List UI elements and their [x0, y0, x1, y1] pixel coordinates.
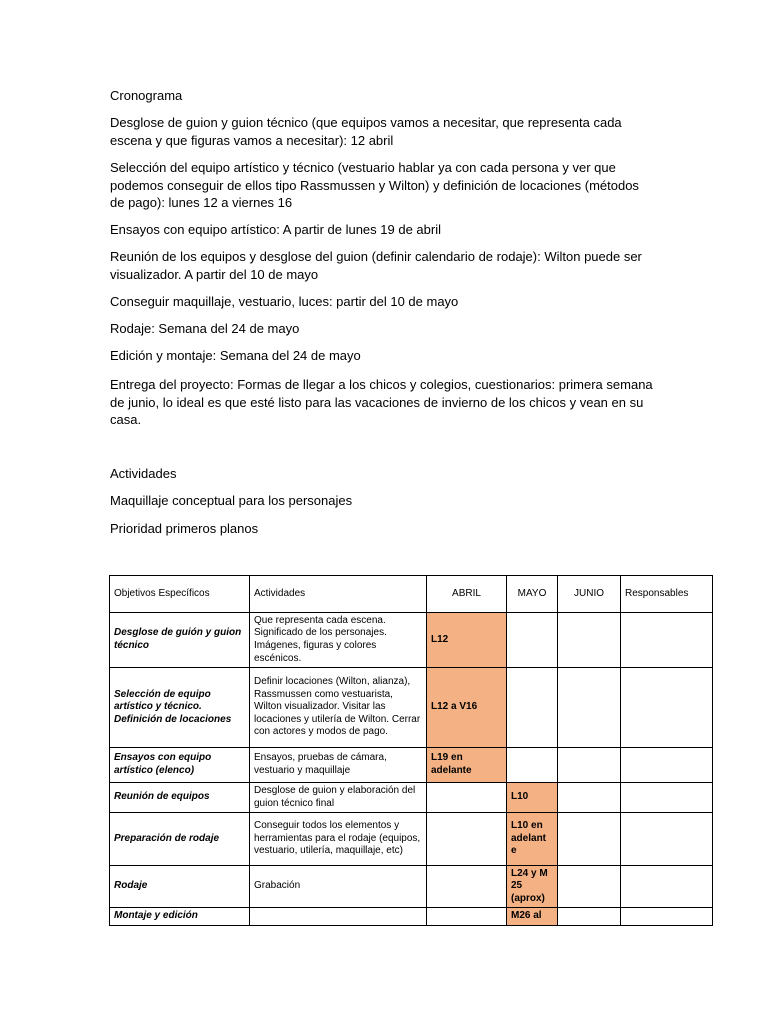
- mayo-cell: L10 en adelant e: [507, 813, 558, 866]
- responsables-cell: [621, 813, 713, 866]
- objetivo-cell: Selección de equipo artístico y técnico. Definición de locaciones: [110, 668, 250, 748]
- junio-cell: [558, 908, 621, 926]
- schedule-item: Entrega del proyecto: Formas de llegar a los chicos y colegios, cuestionarios: primera semana de junio, lo ideal es que esté listo para las vacaciones de invierno de los chicos y vean en su casa.: [110, 377, 653, 427]
- responsables-cell: [621, 783, 713, 813]
- table-row: [110, 813, 713, 866]
- responsables-cell: [621, 668, 713, 748]
- junio-cell: [558, 748, 621, 783]
- schedule-item: Ensayos con equipo artístico: A partir de lunes 19 de abril: [110, 222, 441, 237]
- header-objetivos: Objetivos Específicos: [110, 576, 250, 613]
- actividades-cell: Definir locaciones (Wilton, alianza), Rassmussen como vestuarista, Wilton visualizador. Visitar las locaciones y utilería de Wilton. Cerrar con actores y modos de pago.: [250, 668, 427, 748]
- responsables-cell: [621, 748, 713, 783]
- mayo-cell: [507, 613, 558, 668]
- schedule-table: [109, 575, 713, 926]
- junio-cell: [558, 668, 621, 748]
- activity-item: Prioridad primeros planos: [110, 521, 259, 536]
- abril-cell: [427, 866, 507, 908]
- header-junio: JUNIO: [558, 576, 621, 613]
- table-row: [110, 908, 713, 926]
- actividades-cell: Ensayos, pruebas de cámara, vestuario y maquillaje: [250, 748, 427, 783]
- responsables-cell: [621, 866, 713, 908]
- activities-heading: Actividades: [110, 466, 177, 481]
- table-row: [110, 783, 713, 813]
- mayo-cell: [507, 748, 558, 783]
- actividades-cell: Conseguir todos los elementos y herramientas para el rodaje (equipos, vestuario, utilería, maquillaje, etc): [250, 813, 427, 866]
- schedule-item: Desglose de guion y guion técnico (que equipos vamos a necesitar, que representa cada escena y que figuras vamos a necesitar): 12 abril: [110, 115, 622, 148]
- table-row: [110, 748, 713, 783]
- table-row: [110, 613, 713, 668]
- junio-cell: [558, 866, 621, 908]
- schedule-item: Reunión de los equipos y desglose del guion (definir calendario de rodaje): Wilton puede ser visualizador. A partir del 10 de mayo: [110, 249, 642, 282]
- header-responsables: Responsables: [621, 576, 713, 613]
- abril-cell: L12: [427, 613, 507, 668]
- schedule-item: Rodaje: Semana del 24 de mayo: [110, 321, 300, 336]
- actividades-cell: Grabación: [250, 866, 427, 908]
- junio-cell: [558, 813, 621, 866]
- table-row: [110, 668, 713, 748]
- junio-cell: [558, 613, 621, 668]
- header-abril: ABRIL: [427, 576, 507, 613]
- junio-cell: [558, 783, 621, 813]
- abril-cell: L19 en adelante: [427, 748, 507, 783]
- abril-cell: [427, 908, 507, 926]
- objetivo-cell: Montaje y edición: [110, 908, 250, 926]
- objetivo-cell: Ensayos con equipo artístico (elenco): [110, 748, 250, 783]
- page-title: Cronograma: [110, 88, 183, 103]
- objetivo-cell: Desglose de guión y guion técnico: [110, 613, 250, 668]
- responsables-cell: [621, 613, 713, 668]
- actividades-cell: [250, 908, 427, 926]
- objetivo-cell: Preparación de rodaje: [110, 813, 250, 866]
- table-header-row: [110, 576, 713, 613]
- objetivo-cell: Rodaje: [110, 866, 250, 908]
- schedule-item: Edición y montaje: Semana del 24 de mayo: [110, 348, 361, 363]
- actividades-cell: Desglose de guion y elaboración del guion técnico final: [250, 783, 427, 813]
- mayo-cell: L24 y M 25 (aprox): [507, 866, 558, 908]
- objetivo-cell: Reunión de equipos: [110, 783, 250, 813]
- mayo-cell: [507, 668, 558, 748]
- mayo-cell: L10: [507, 783, 558, 813]
- activity-item: Maquillaje conceptual para los personajes: [110, 493, 353, 508]
- abril-cell: [427, 783, 507, 813]
- header-actividades: Actividades: [250, 576, 427, 613]
- abril-cell: L12 a V16: [427, 668, 507, 748]
- table-row: [110, 866, 713, 908]
- schedule-item: Selección del equipo artístico y técnico (vestuario hablar ya con cada persona y ver que podemos conseguir de ellos tipo Rassmussen y Wilton) y definición de locaciones (métodos de pago): lunes 12 a viernes 16: [110, 160, 639, 210]
- responsables-cell: [621, 908, 713, 926]
- abril-cell: [427, 813, 507, 866]
- schedule-item: Conseguir maquillaje, vestuario, luces: partir del 10 de mayo: [110, 294, 459, 309]
- header-mayo: MAYO: [507, 576, 558, 613]
- mayo-cell: M26 al: [507, 908, 558, 926]
- actividades-cell: Que representa cada escena. Significado de los personajes. Imágenes, figuras y colores escénicos.: [250, 613, 427, 668]
